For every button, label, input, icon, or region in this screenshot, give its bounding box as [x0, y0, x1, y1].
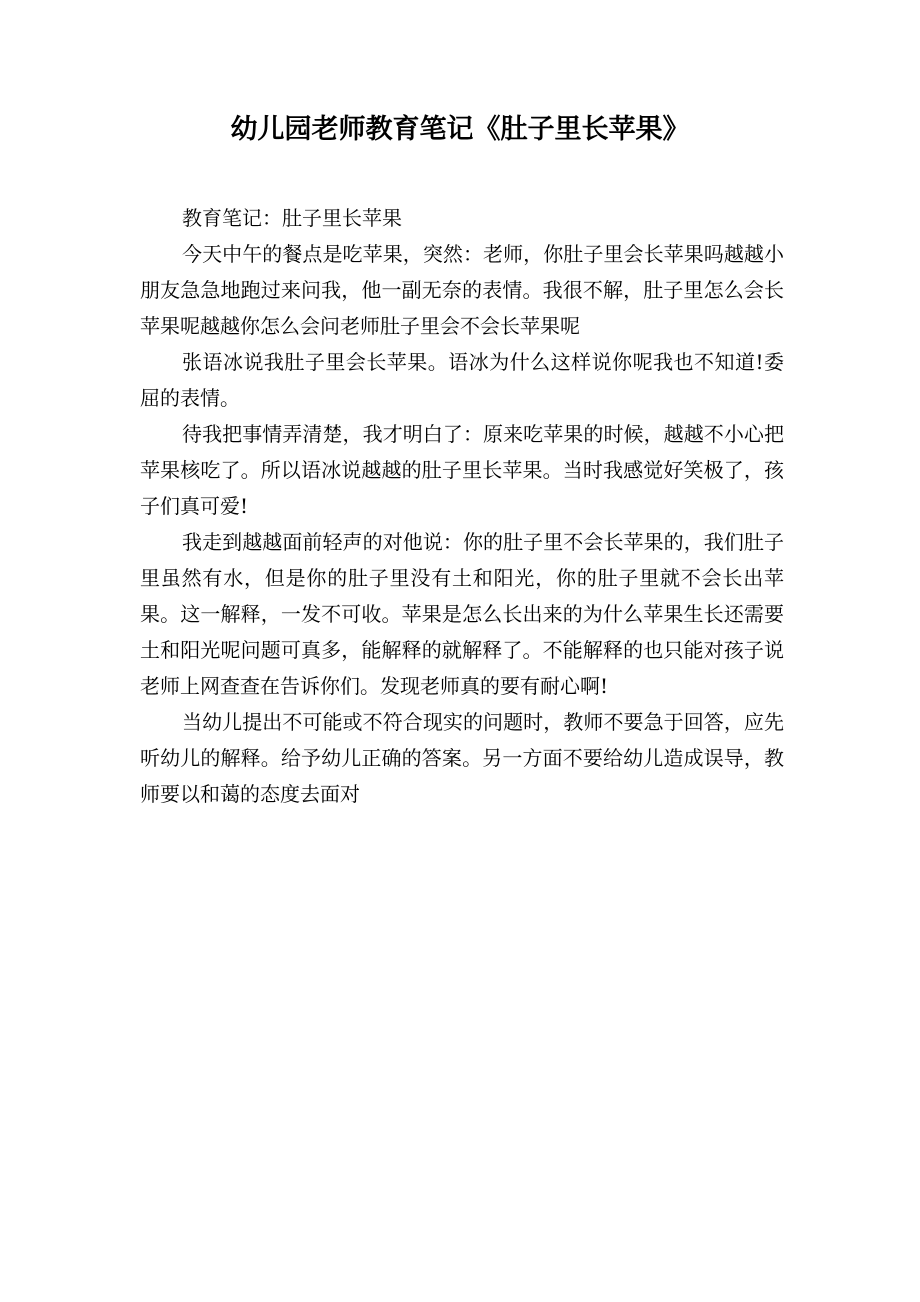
document-body	[140, 200, 784, 812]
paragraph-explanation: 待我把事情弄清楚，我才明白了：原来吃苹果的时候，越越不小心把苹果核吃了。所以语冰说越越的肚子里长苹果。当时我感觉好笑极了，孩子们真可爱!	[140, 422, 784, 518]
paragraph-subtitle: 教育笔记：肚子里长苹果	[182, 206, 402, 230]
paragraph-reflection: 当幼儿提出不可能或不符合现实的问题时，教师不要急于回答，应先听幼儿的解释。给予幼儿正确的答案。另一方面不要给幼儿造成误导，教师要以和蔼的态度去面对	[140, 710, 784, 806]
paragraph-teacher-reply: 我走到越越面前轻声的对他说：你的肚子里不会长苹果的，我们肚子里虽然有水，但是你的肚子里没有土和阳光，你的肚子里就不会长出苹果。这一解释，一发不可收。苹果是怎么长出来的为什么苹果生长还需要土和阳光呢问题可真多，能解释的就解释了。不能解释的也只能对孩子说老师上网查查在告诉你们。发现老师真的要有耐心啊!	[140, 530, 784, 698]
paragraph-question: 今天中午的餐点是吃苹果，突然：老师，你肚子里会长苹果吗越越小朋友急急地跑过来问我，他一副无奈的表情。我很不解，肚子里怎么会长苹果呢越越你怎么会问老师肚子里会不会长苹果呢	[140, 242, 784, 338]
paragraph-yubing: 张语冰说我肚子里会长苹果。语冰为什么这样说你呢我也不知道!委屈的表情。	[140, 350, 784, 410]
document-title: 幼儿园老师教育笔记《肚子里长苹果》	[230, 114, 690, 145]
